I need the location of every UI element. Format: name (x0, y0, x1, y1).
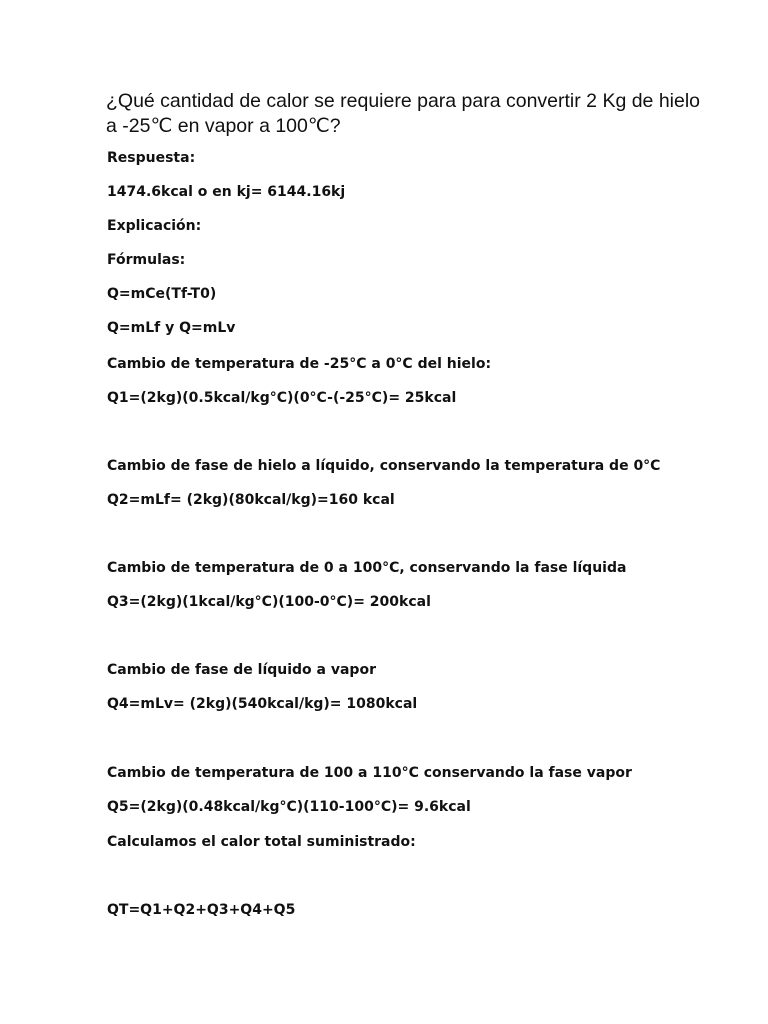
step2-calc: Q2=mLf= (2kg)(80kcal/kg)=160 kcal (107, 492, 395, 508)
total-formula: QT=Q1+Q2+Q3+Q4+Q5 (107, 902, 296, 918)
step5-calc: Q5=(2kg)(0.48kcal/kg°C)(110-100°C)= 9.6kcal (107, 799, 471, 815)
step1-heading: Cambio de temperatura de -25°C a 0°C del hielo: (107, 356, 492, 372)
formula-sensible-heat: Q=mCe(Tf-T0) (107, 286, 217, 302)
step5-heading: Cambio de temperatura de 100 a 110°C conservando la fase vapor (107, 765, 632, 781)
step4-heading: Cambio de fase de líquido a vapor (107, 662, 376, 678)
answer-heading: Respuesta: (107, 150, 196, 166)
answer-value: 1474.6kcal o en kj= 6144.16kj (107, 184, 346, 200)
step3-calc: Q3=(2kg)(1kcal/kg°C)(100-0°C)= 200kcal (107, 594, 431, 610)
explanation-heading: Explicación: (107, 218, 202, 234)
step3-heading: Cambio de temperatura de 0 a 100°C, conservando la fase líquida (107, 560, 627, 576)
question-text: ¿Qué cantidad de calor se requiere para para convertir 2 Kg de hielo a -25℃ en vapor a 100℃? (106, 90, 701, 137)
formulas-heading: Fórmulas: (107, 252, 186, 268)
step4-calc: Q4=mLv= (2kg)(540kcal/kg)= 1080kcal (107, 696, 418, 712)
formula-latent-heat: Q=mLf y Q=mLv (107, 320, 236, 336)
total-heading: Calculamos el calor total suministrado: (107, 834, 416, 850)
step2-heading: Cambio de fase de hielo a líquido, conservando la temperatura de 0°C (107, 458, 661, 474)
step1-calc: Q1=(2kg)(0.5kcal/kg°C)(0°C-(-25°C)= 25kcal (107, 390, 457, 406)
